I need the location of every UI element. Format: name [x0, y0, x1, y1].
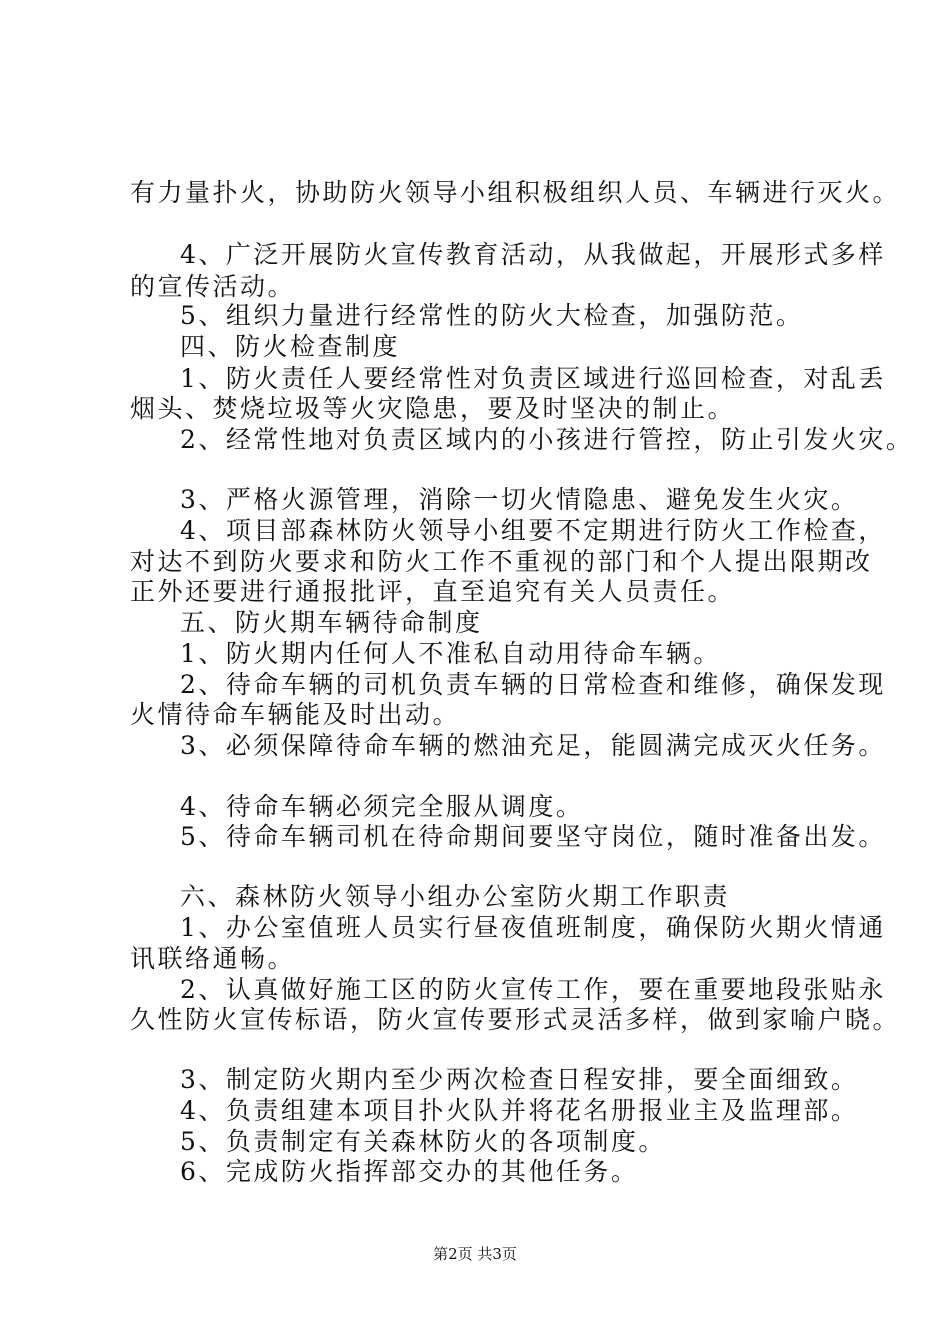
text-line: 2、待命车辆的司机负责车辆的日常检查和维修，确保发现: [180, 670, 886, 699]
text-line: 的宣传活动。: [130, 272, 296, 301]
text-line: 4、待命车辆必须完全服从调度。: [180, 792, 584, 821]
text-line: 3、严格火源管理，消除一切火情隐患、避免发生火灾。: [180, 485, 859, 514]
text-line: 1、防火责任人要经常性对负责区域进行巡回检查，对乱丢: [180, 364, 886, 393]
text-line: 烟头、焚烧垃圾等火灾隐患，要及时坚决的制止。: [130, 394, 736, 423]
text-line: 3、制定防火期内至少两次检查日程安排，要全面细致。: [180, 1065, 859, 1094]
section-heading: 六、森林防火领导小组办公室防火期工作职责: [180, 882, 731, 911]
text-line: 讯联络通畅。: [130, 944, 296, 973]
text-line: 6、完成防火指挥部交办的其他任务。: [180, 1157, 639, 1186]
text-line: 正外还要进行通报批评，直至追究有关人员责任。: [130, 577, 736, 606]
text-line: 对达不到防火要求和防火工作不重视的部门和个人提出限期改: [130, 547, 873, 576]
text-line: 4、广泛开展防火宣传教育活动，从我做起，开展形式多样: [180, 240, 886, 269]
text-line: 1、办公室值班人员实行昼夜值班制度，确保防火期火情通: [180, 913, 886, 942]
text-line: 久性防火宣传标语，防火宣传要形式灵活多样，做到家喻户晓。: [130, 1005, 901, 1034]
page-number-footer: 第2页 共3页: [433, 1245, 517, 1263]
text-line: 2、认真做好施工区的防火宣传工作，要在重要地段张贴永: [180, 975, 886, 1004]
text-line: 4、项目部森林防火领导小组要不定期进行防火工作检查，: [180, 516, 886, 545]
text-line: 有力量扑火，协助防火领导小组积极组织人员、车辆进行灭火。: [130, 178, 901, 207]
text-line: 1、防火期内任何人不准私自动用待命车辆。: [180, 639, 721, 668]
text-line: 5、组织力量进行经常性的防火大检查，加强防范。: [180, 301, 804, 330]
text-line: 5、待命车辆司机在待命期间要坚守岗位，随时准备出发。: [180, 822, 886, 851]
text-line: 2、经常性地对负责区域内的小孩进行管控，防止引发火灾。: [180, 425, 914, 454]
section-heading: 五、防火期车辆待命制度: [180, 608, 483, 637]
text-line: 火情待命车辆能及时出动。: [130, 700, 461, 729]
text-line: 5、负责制定有关森林防火的各项制度。: [180, 1127, 666, 1156]
text-line: 4、负责组建本项目扑火队并将花名册报业主及监理部。: [180, 1096, 859, 1125]
text-line: 3、必须保障待命车辆的燃油充足，能圆满完成灭火任务。: [180, 731, 886, 760]
section-heading: 四、防火检查制度: [180, 332, 401, 361]
